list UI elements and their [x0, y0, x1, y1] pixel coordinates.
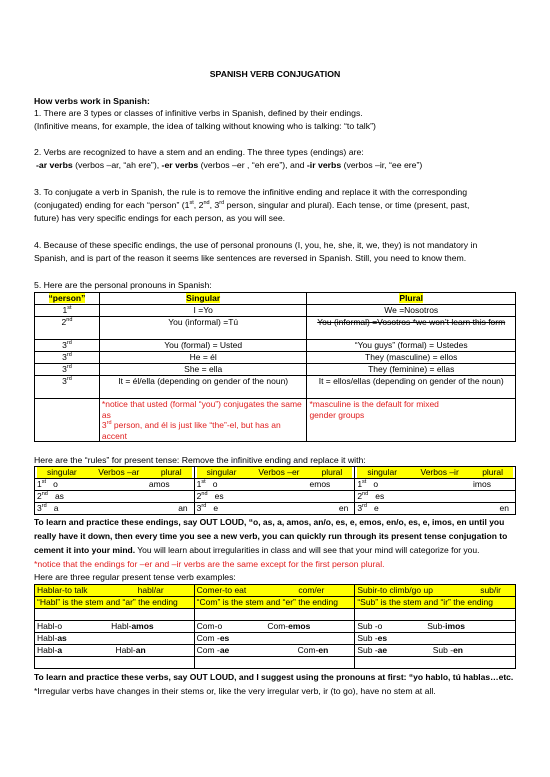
- intro-heading: How verbs work in Spanish:: [34, 96, 150, 106]
- table-row: [35, 399, 516, 442]
- note-endings: *notice that the endings for –er and –ir verbs are the same except for the first person plural.: [34, 559, 385, 569]
- practice-2: To learn and practice these verbs, say OUT LOUD, and I suggest using the pronouns at first: “yo hablo, tú hablas…etc.: [34, 672, 514, 682]
- point-3-line-1: 3. To conjugate a verb in Spanish, the rule is to remove the infinitive ending and replace it with the corresponding: [34, 187, 468, 197]
- table-row: 3rd You (formal) = Usted “You guys” (formal) = Ustedes: [35, 340, 516, 352]
- point-1-line-1: 1. There are 3 types or classes of infinitive verbs in Spanish, defined by their endings.: [34, 108, 363, 118]
- point-1-line-2: (Infinitive means, for example, the idea of talking without knowing who is talking: “to talk”): [34, 121, 376, 131]
- examples-header-row-1: Hablar-to talk habl/ar Comer-to eat com/er Subir-to climb/go up sub/ir: [35, 585, 516, 597]
- table-row: 1st o amos 1st o emos 1st o imos: [35, 479, 516, 491]
- point-2-line-2: -ar verbs (verbos –ar, “ah ere”), -er verbs (verbos –er , “eh ere”), and -ir verbs (verbos –ir, “ee ere”): [36, 160, 423, 170]
- practice-line-2: really have it down, then every time you see a new verb, you can quickly run through its present tense conjugation to: [34, 531, 508, 541]
- table-row: 1st I =Yo We =Nosotros: [35, 305, 516, 317]
- page-title: SPANISH VERB CONJUGATION: [209, 69, 341, 79]
- point-3-line-2: (conjugated) ending for each “person” (1st, 2nd, 3rd person, singular and plural). Each tense, or time (present, past,: [34, 200, 470, 210]
- point-3-line-3: future) has very specific endings for each person, as you will see.: [34, 213, 286, 223]
- table-row: 2nd You (informal) =Tú You (informal) =Vosotros *we won’t learn this form: [35, 317, 516, 340]
- pronouns-header-person: “person”: [35, 293, 100, 305]
- endings-table: [34, 466, 516, 515]
- table-row: 2nd as 2nd es 2nd es: [35, 491, 516, 503]
- pronouns-header-singular: Singular: [99, 293, 307, 305]
- table-row: 3rd It = él/ella (depending on gender of the noun) It = ellos/ellas (depending on gender of the noun): [35, 376, 516, 399]
- table-row: 3rd He = él They (masculine) = ellos: [35, 352, 516, 364]
- table-row: Habl-o Habl-amos Com-o Com-emos Sub -o Sub-imos: [35, 621, 516, 633]
- point-4-line-2: Spanish, and is part of the reason it seems like sentences are reversed in Spanish. Still, you need to know them.: [34, 253, 467, 263]
- examples-table: [34, 584, 516, 669]
- practice-line-3: cement it into your mind. You will learn about irregularities in class and will see that your mind will categorize for you.: [34, 545, 480, 555]
- table-row: Habl-as Com -es Sub -es: [35, 633, 516, 645]
- table-row: Habl-a Habl-an Com -ae Com-en Sub -ae Sub -en: [35, 645, 516, 657]
- table-row: 3rd She = ella They (feminine) = ellas: [35, 364, 516, 376]
- pronouns-table: [34, 292, 516, 442]
- endings-header-row: singular Verbos –ar plural singular Verbos –er plural singular Verbos –ir plural: [35, 467, 516, 479]
- point-4-line-1: 4. Because of these specific endings, the use of personal pronouns (I, you, he, she, it, we, they) is not mandatory in: [34, 240, 478, 250]
- point-2-line-1: 2. Verbs are recognized to have a stem and an ending. The three types (endings) are:: [34, 147, 364, 157]
- note-masculine: *masculine is the default for mixed gender groups: [307, 399, 516, 442]
- point-5-line: 5. Here are the personal pronouns in Spanish:: [34, 280, 212, 290]
- rules-intro: Here are the “rules” for present tense: Remove the infinitive ending and replace it with:: [34, 455, 366, 465]
- examples-intro: Here are three regular present tense verb examples:: [34, 572, 236, 582]
- note-usted: *notice that usted (formal “you”) conjugates the same as 3rd person, and él is just like “the”-el, but has an accent: [99, 399, 307, 442]
- practice-line-1: To learn and practice these endings, say OUT LOUD, “o, as, a, amos, an/o, es, e, emos, en/o, es, e, imos, en until you: [34, 517, 505, 527]
- irregular-note: *Irregular verbs have changes in their stems or, like the very irregular verb, ir (to go), have no stem at all.: [34, 686, 436, 696]
- table-row: 3rd a an 3rd e en 3rd e en: [35, 503, 516, 515]
- pronouns-header-plural: Plural: [307, 293, 516, 305]
- examples-header-row-2: “Habl” is the stem and “ar” the ending “Com” is the stem and “er” the ending “Sub” is the stem and “ir” the ending: [35, 597, 516, 609]
